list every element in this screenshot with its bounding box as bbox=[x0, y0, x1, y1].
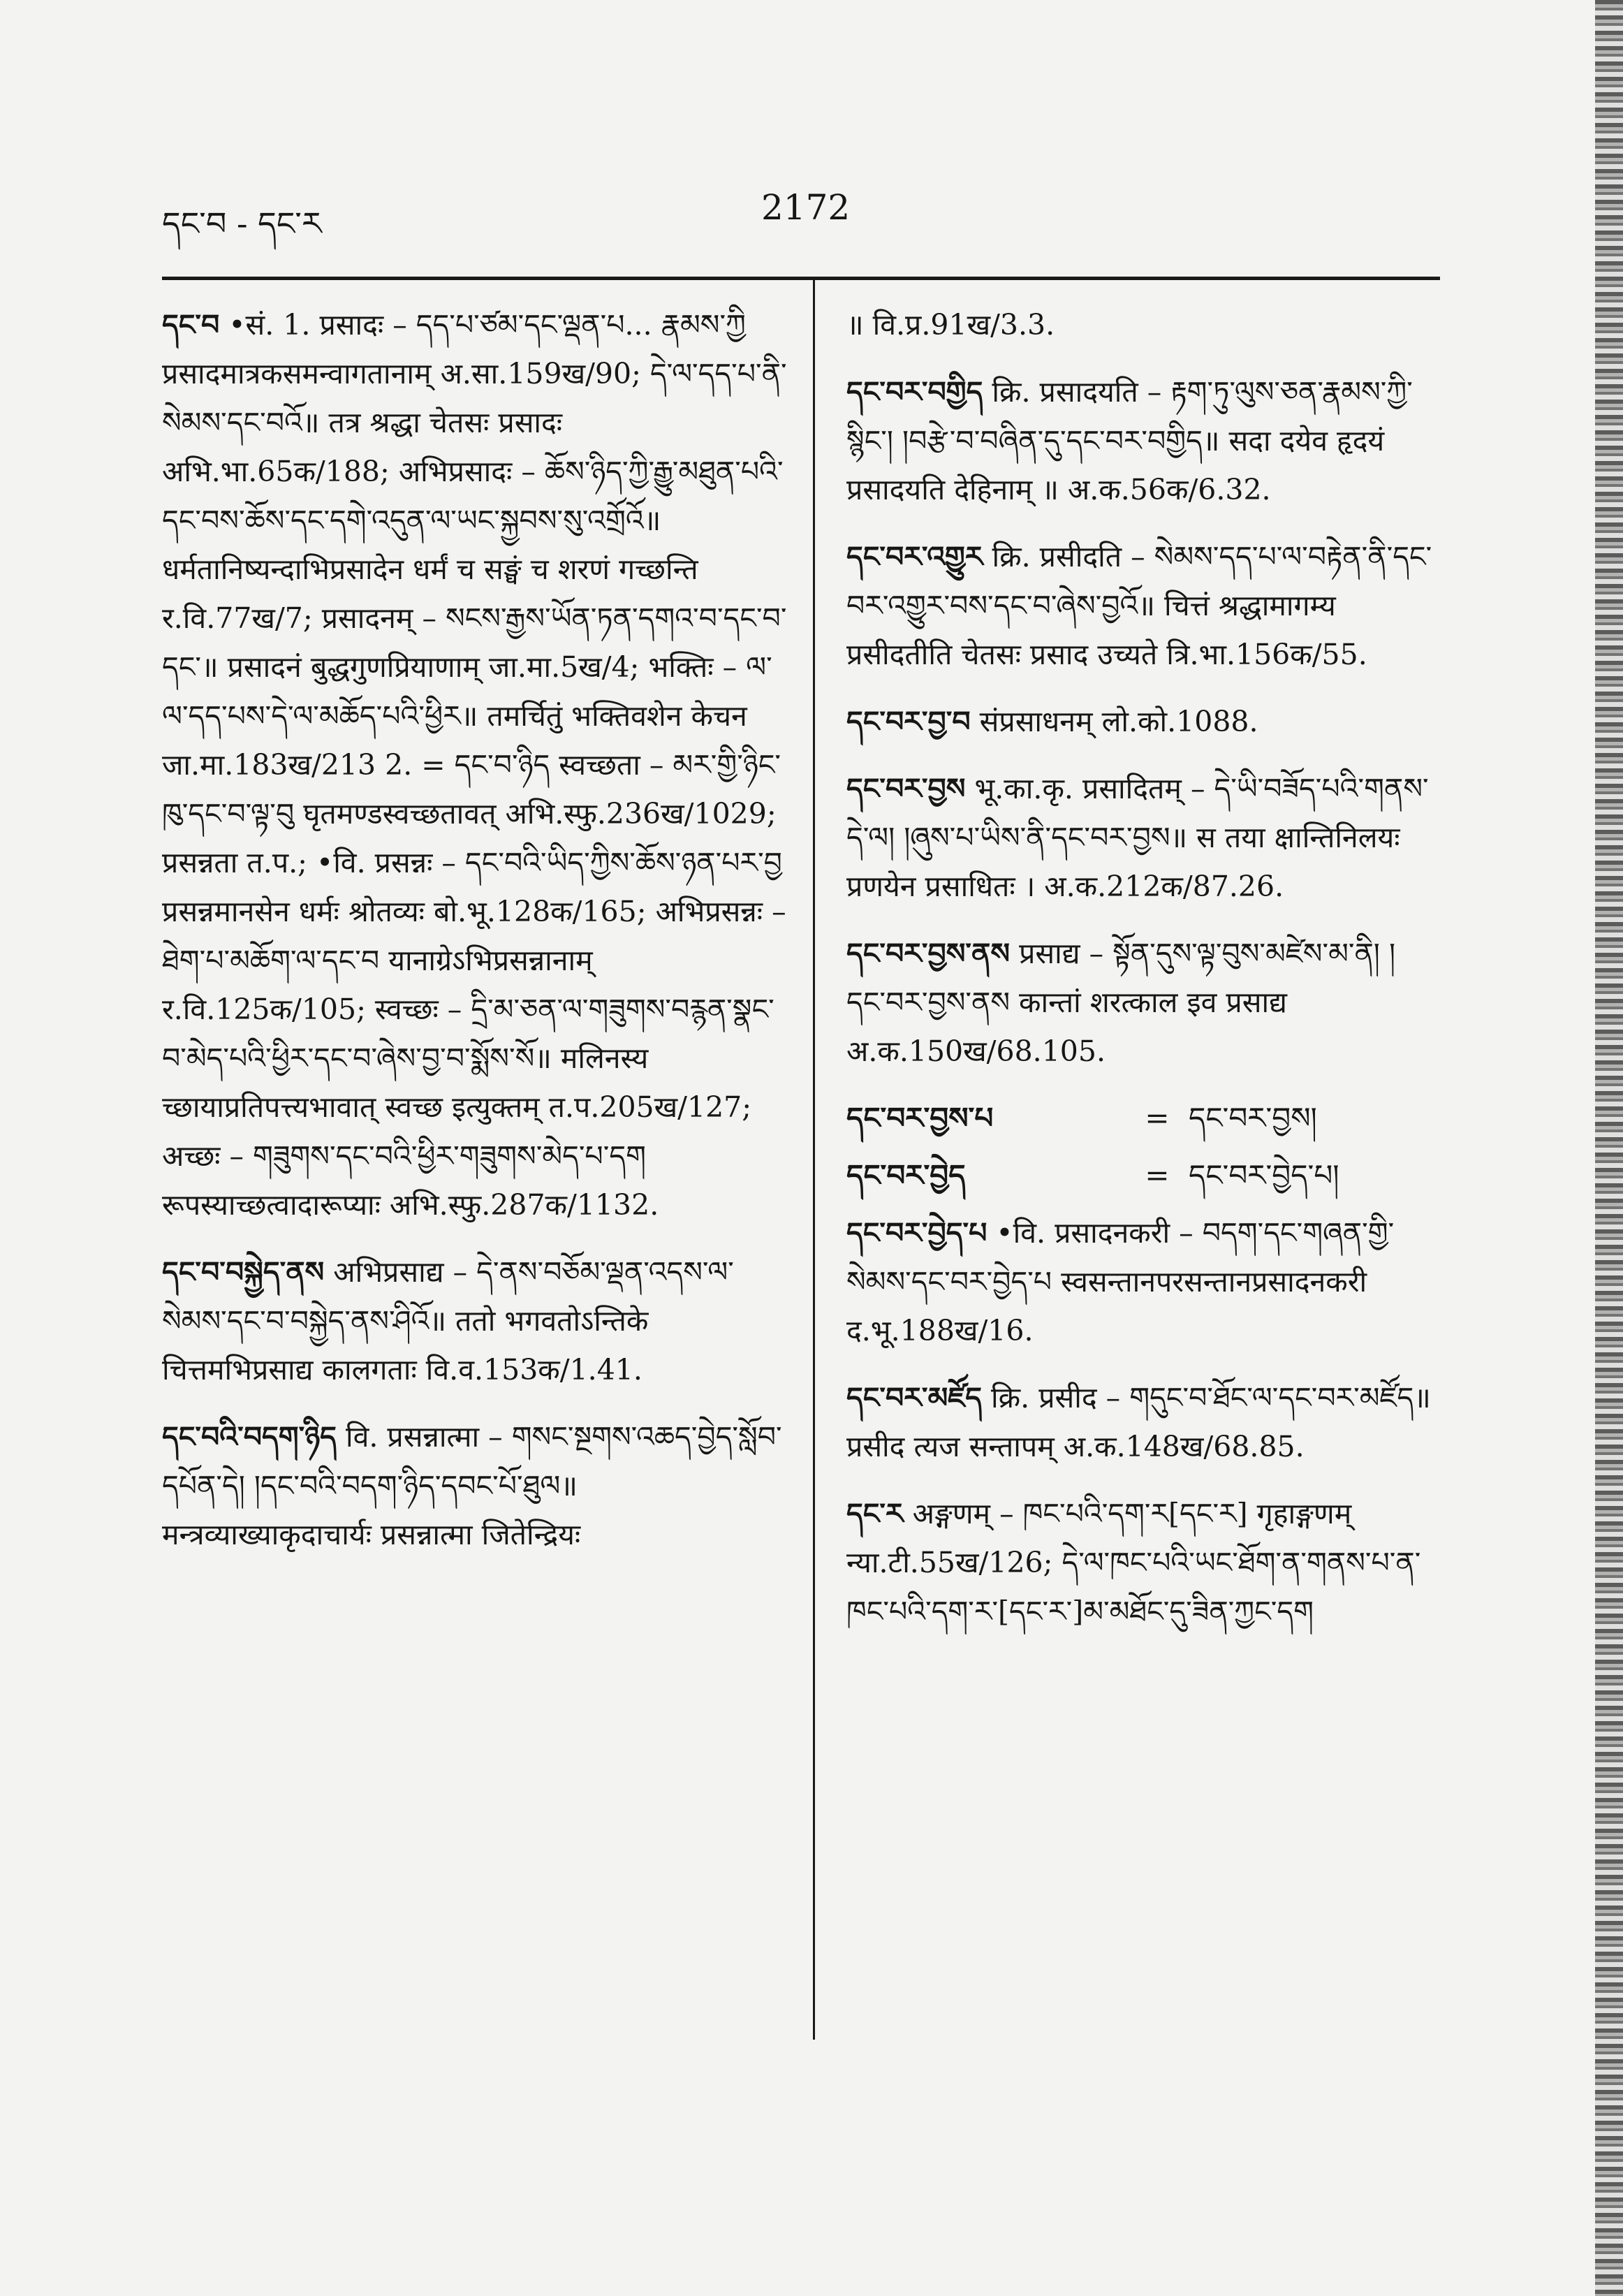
running-head: དང་བ - དང་ར bbox=[162, 205, 322, 242]
equals-sign: = bbox=[1145, 1101, 1170, 1135]
equals-sign: = bbox=[1145, 1158, 1170, 1192]
entry-body: अङ्गणम् – ཁང་པའི་དག་ར[དང་ར] गृहाङ्गणम् न्या.टी.55ख/126; དེ་ལ་ཁང་པའི་ཡང་ཐོག་ན་གནས་པ་ན་ཁང་པའི་དག་ར་[དང་ར་]མ་མཐོང་དུ་ཟིན་ཀྱང་དག bbox=[846, 1497, 1421, 1628]
dictionary-entry bbox=[162, 300, 791, 1229]
entry-body: •वि. प्रसादनकरी – བདག་དང་གཞན་གྱི་སེམས་དང་བར་བྱེད་པ स्वसन्तानपरसन्तानप्रसादनकरी द.भू.188ख/16. bbox=[846, 1216, 1395, 1347]
entry-body: क्रि. प्रसीद – གདུང་བ་ཐོང་ལ་དང་བར་མཛོད॥ प्रसीद त्यज सन्तापम् अ.क.148ख/68.85. bbox=[846, 1381, 1431, 1463]
entry-headword: དང་བར་མཛོད bbox=[846, 1381, 982, 1414]
column-divider bbox=[813, 279, 815, 2040]
entry-continuation: ॥ वि.प्र.91ख/3.3. bbox=[846, 308, 1055, 342]
dictionary-entry bbox=[846, 1208, 1433, 1355]
cross-reference-term: དང་བར་བྱེད bbox=[846, 1158, 966, 1192]
dictionary-entry bbox=[846, 929, 1433, 1076]
dictionary-entry bbox=[846, 764, 1433, 911]
cross-reference-target: དང་བར་བྱེད་པ། bbox=[1189, 1158, 1339, 1192]
entry-body: अभिप्रसाद्य – དེ་ནས་བཅོམ་ལྡན་འདས་ལ་སེམས་དང་བ་བསྐྱེད་ནས་ཤིའོ॥ ततो भगवतोऽन्तिके चित्तमभिप्रसाद्य कालगताः वि.व.153क/1.41. bbox=[162, 1255, 734, 1387]
header-rule bbox=[162, 277, 1440, 280]
cross-reference-term: དང་བར་བྱས་པ bbox=[846, 1101, 994, 1135]
entry-body: क्रि. प्रसादयति – རྟག་ཏུ་ལུས་ཅན་རྣམས་ཀྱི་སྙིང་། །བརྩེ་བ་བཞིན་དུ་དང་བར་བགྱིད॥ सदा दयेव हृदयं प्रसादयति देहिनाम् ॥ अ.क.56क/6.32. bbox=[846, 375, 1413, 506]
scanned-page-edge bbox=[1595, 0, 1623, 2296]
right-column bbox=[846, 300, 1433, 1654]
entry-body: •सं. 1. प्रसादः – དད་པ་ཙམ་དང་ལྡན་པ... རྣམས་ཀྱི प्रसादमात्रकसमन्वागतानाम् अ.सा.159ख/90; དེ་ལ་དད་པ་ནི་སེམས་དང་བའོ॥ तत्र श्रद्धा चेतसः प्रसादः अभि.भा.65क/188; अभिप्रसादः – ཆོས་ཉིད་ཀྱི་རྒྱུ་མཐུན་པའི་དང་བས་ཆོས་དང་དགེ་འདུན་ལ་ཡང་སྐྱབས་སུ་འགྲོའོ॥ धर्मतानिष्यन्दाभिप्रसादेन धर्मं च सङ्घं च शरणं गच्छन्ति र.वि.77ख/7; प्रसादनम् – སངས་རྒྱས་ཡོན་ཏན་དགའ་བ་དང་བ་དང་॥ प्रसादनं बुद्धगुणप्रियाणाम् जा.मा.5ख/4; भक्तिः – ལ་ལ་དད་པས་དེ་ལ་མཆོད་པའི་ཕྱིར॥ तमर्चितुं भक्तिवशेन केचन जा.मा.183ख/213 2. = དང་བ་ཉིད स्वच्छता – མར་གྱི་ཉིང་ཁུ་དང་བ་ལྟ་བུ घृतमण्डस्वच्छतावत् अभि.स्फु.236ख/1029; प्रसन्नता त.प.; •वि. प्रसन्नः – དང་བའི་ཡིད་ཀྱིས་ཆོས་ཉན་པར་བྱ प्रसन्नमानसेन धर्मः श्रोतव्यः बो.भू.128क/165; अभिप्रसन्नः – ཐེག་པ་མཆོག་ལ་དང་བ यानाग्रेऽभिप्रसन्नानाम् र.वि.125क/105; स्वच्छः – དྲི་མ་ཅན་ལ་གཟུགས་བརྙན་སྣང་བ་མེད་པའི་ཕྱིར་དང་བ་ཞེས་བྱ་བ་སྨོས་སོ॥ मलिनस्य च्छायाप्रतिपत्त्यभावात् स्वच्छ इत्युक्तम् त.प.205ख/127; अच्छः – གཟུགས་དང་བའི་ཕྱིར་གཟུགས་མེད་པ་དག रूपस्याच्छत्वादारूप्याः अभि.स्फु.287क/1132. bbox=[162, 308, 787, 1222]
entry-headword: དང་བ་བསྐྱེད་ནས bbox=[162, 1255, 325, 1289]
dictionary-entry bbox=[846, 367, 1433, 514]
entry-headword: དང་བར་བྱས bbox=[846, 772, 966, 805]
entry-body: भू.का.कृ. प्रसादितम् – དེ་ཡི་བཟོད་པའི་གནས་དེ་ལ། །ཞུས་པ་ཡིས་ནི་དང་བར་བྱས॥ स तया क्षान्तिनिलयः प्रणयेन प्रसाधितः । अ.क.212क/87.26. bbox=[846, 772, 1429, 903]
page-number: 2172 bbox=[761, 187, 851, 228]
cross-reference bbox=[846, 1151, 1433, 1200]
dictionary-entry bbox=[846, 532, 1433, 679]
entry-headword: དང་བར་བྱེད་པ bbox=[846, 1216, 987, 1250]
entry-headword: དང་བའི་བདག་ཉིད bbox=[162, 1420, 337, 1454]
entry-headword: དང་བར་འགྱུར bbox=[846, 540, 983, 573]
cross-reference-target: དང་བར་བྱས། bbox=[1189, 1101, 1317, 1135]
entry-body: वि. प्रसन्नात्मा – གསང་སྔགས་འཆད་བྱེད་སློབ་དཔོན་དེ། །དང་བའི་བདག་ཉིད་དབང་པོ་ཐུལ॥ मन्त्रव्याख्याकृदाचार्यः प्रसन्नात्मा जितेन्द्रियः bbox=[162, 1420, 782, 1551]
entry-headword: དང་བར་བགྱིད bbox=[846, 375, 983, 409]
dictionary-entry bbox=[162, 1248, 791, 1394]
entry-headword: དང་བ bbox=[162, 308, 220, 342]
dictionary-entry bbox=[846, 1373, 1433, 1471]
dictionary-entry bbox=[162, 1412, 791, 1559]
entry-body: संप्रसाधनम् लो.को.1088. bbox=[979, 705, 1258, 738]
entry-headword: དང་བར་བྱས་ནས bbox=[846, 937, 1011, 970]
cross-reference bbox=[846, 1094, 1433, 1143]
entry-body: क्रि. प्रसीदति – སེམས་དད་པ་ལ་བརྟེན་ནི་དང་བར་འགྱུར་བས་དང་བ་ཞེས་བྱའོ॥ चित्तं श्रद्धामागम्य प्रसीदतीति चेतसः प्रसाद उच्यते त्रि.भा.156क/55. bbox=[846, 540, 1432, 671]
entry-headword: དང་ར bbox=[846, 1497, 904, 1530]
left-column bbox=[162, 300, 791, 1577]
dictionary-entry bbox=[846, 1489, 1433, 1636]
dictionary-entry bbox=[846, 697, 1433, 746]
entry-headword: དང་བར་བྱ་བ bbox=[846, 705, 971, 738]
entry-body: प्रसाद्य – སྟོན་དུས་ལྟ་བུས་མཛེས་མ་ནི། །དང་བར་བྱས་ནས कान्तां शरत्काल इव प्रसाद्य अ.क.150ख/68.105. bbox=[846, 937, 1396, 1068]
